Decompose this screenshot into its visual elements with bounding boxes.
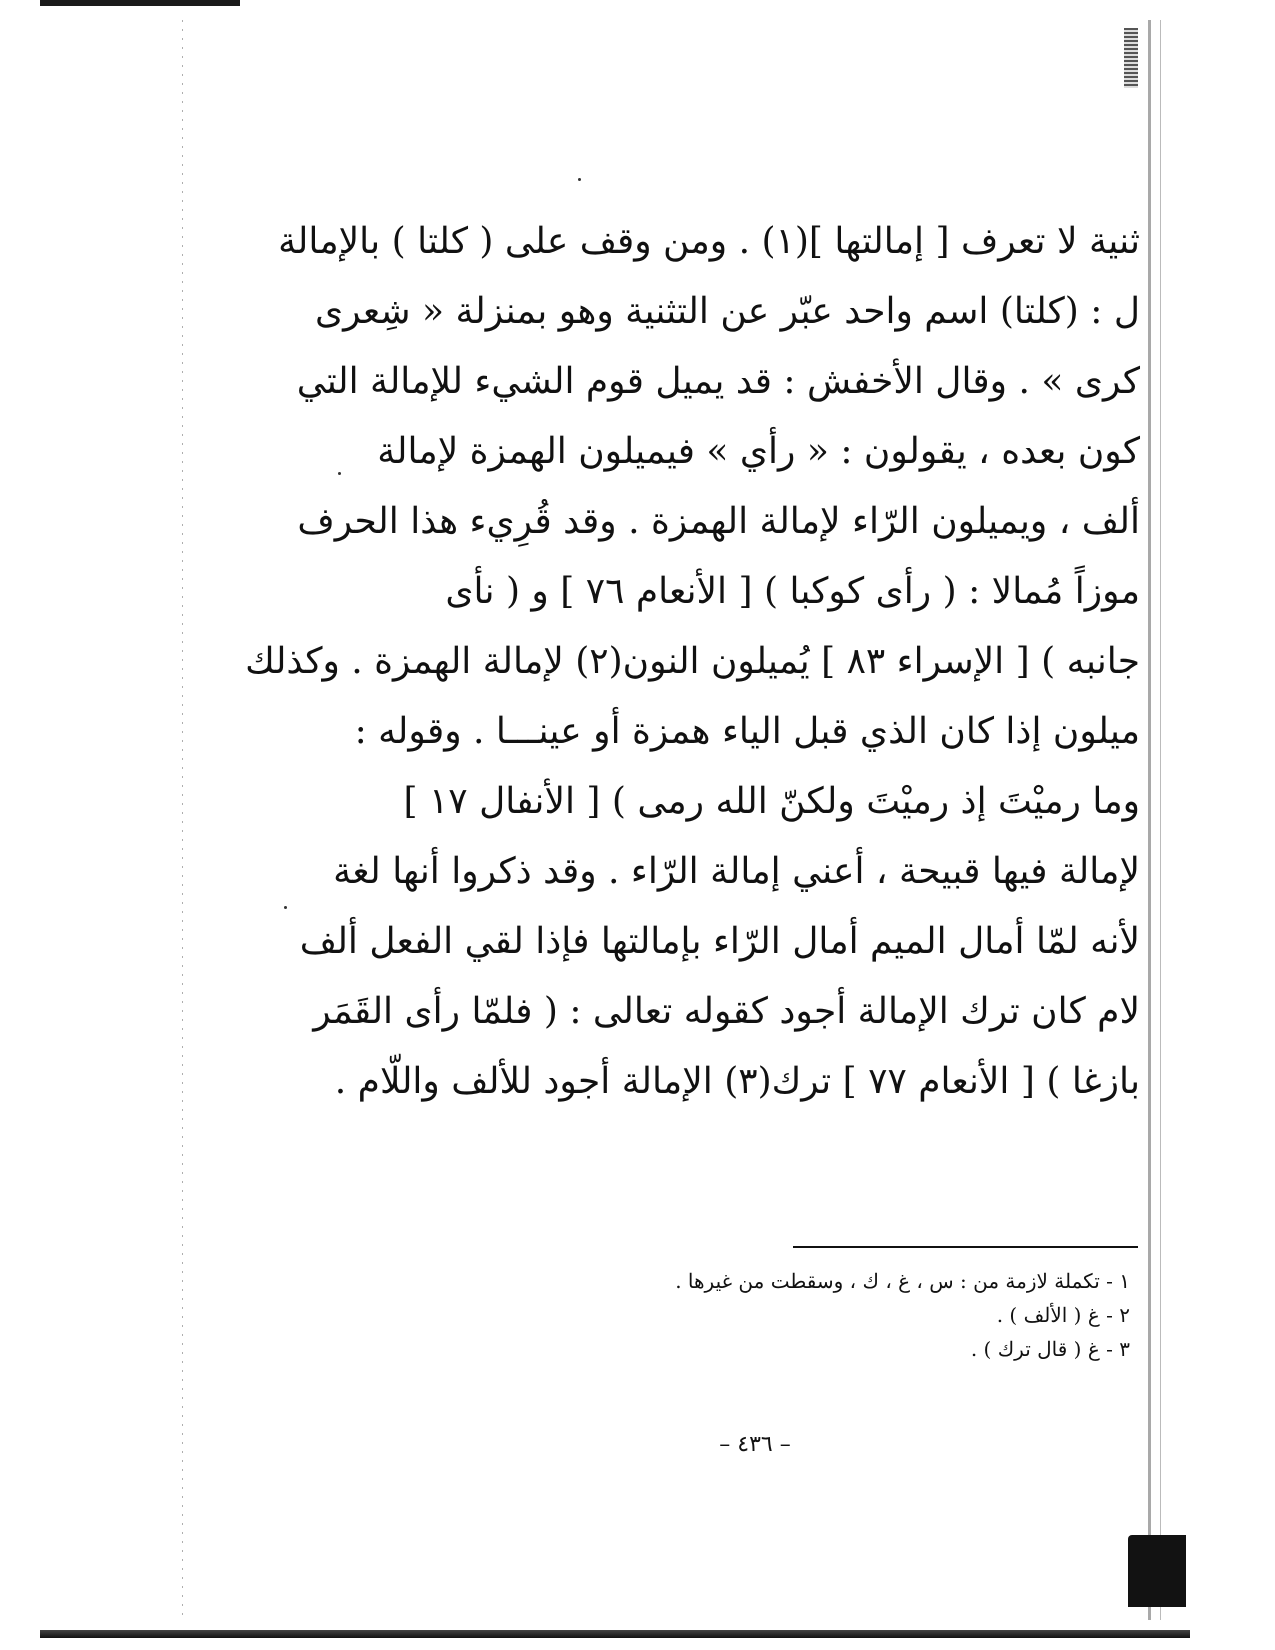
footnote-3: ٣ - غ ( قال ترك ) . — [970, 1337, 1130, 1361]
binding-blot-bottom — [1128, 1535, 1186, 1607]
binding-shadow-line-secondary — [1160, 20, 1161, 1620]
text-line: ثنية لا تعرف [ إمالتها ](١) . ومن وقف على ( كلتا ) بالإمالة — [278, 221, 1140, 262]
text-line: ألف ، ويميلون الرّاء لإمالة الهمزة . وقد قُرِيء هذا الحرف — [297, 501, 1140, 542]
text-line: ل : (كلتا) اسم واحد عبّر عن التثنية وهو بمنزلة « شِعرى — [314, 291, 1140, 332]
footnote-1: ١ - تكملة لازمة من : س ، غ ، ك ، وسقطت من غيرها . — [675, 1269, 1130, 1293]
text-line: لأنه لمّا أمال الميم أمال الرّاء بإمالتها فإذا لقي الفعل ألف — [299, 921, 1140, 962]
text-line: جانبه ) [ الإسراء ٨٣ ] يُميلون النون(٢) لإمالة الهمزة . وكذلك — [245, 641, 1140, 682]
text-line: وما رميْتَ إذ رميْتَ ولكنّ الله رمى ) [ الأنفال ١٧ ] — [403, 781, 1140, 822]
page-number: – ٤٣٦ – — [719, 1432, 791, 1457]
scan-top-edge — [40, 0, 240, 6]
text-line: لام كان ترك الإمالة أجود كقوله تعالى : ( فلمّا رأى القَمَر — [313, 991, 1140, 1032]
scan-bottom-edge — [40, 1630, 1190, 1638]
footnotes — [470, 1268, 1130, 1370]
text-line: كرى » . وقال الأخفش : قد يميل قوم الشيء للإمالة التي — [296, 361, 1140, 402]
binding-blot-top — [1124, 28, 1138, 88]
footnote-2: ٢ - غ ( الألف ) . — [996, 1303, 1130, 1327]
text-line: كون بعده ، يقولون : « رأي » فيميلون الهمزة لإمالة — [377, 431, 1140, 472]
main-text-body — [245, 221, 1140, 1135]
scan-speck — [338, 472, 341, 475]
binding-shadow-line — [1148, 20, 1151, 1620]
text-line: بازغا ) [ الأنعام ٧٧ ] ترك(٣) الإمالة أجود للألف واللّام . — [334, 1061, 1140, 1102]
scan-speck — [578, 178, 581, 181]
scan-left-dotted-margin — [182, 20, 183, 1620]
text-line: لإمالة فيها قبيحة ، أعني إمالة الرّاء . وقد ذكروا أنها لغة — [333, 851, 1140, 892]
text-line: موزاً مُمالا : ( رأى كوكبا ) [ الأنعام ٧٦ ] و ( نأى — [445, 571, 1140, 612]
text-line: ميلون إذا كان الذي قبل الياء همزة أو عينـــا . وقوله : — [354, 711, 1140, 752]
scan-speck — [284, 906, 287, 909]
footnote-separator — [793, 1246, 1138, 1248]
